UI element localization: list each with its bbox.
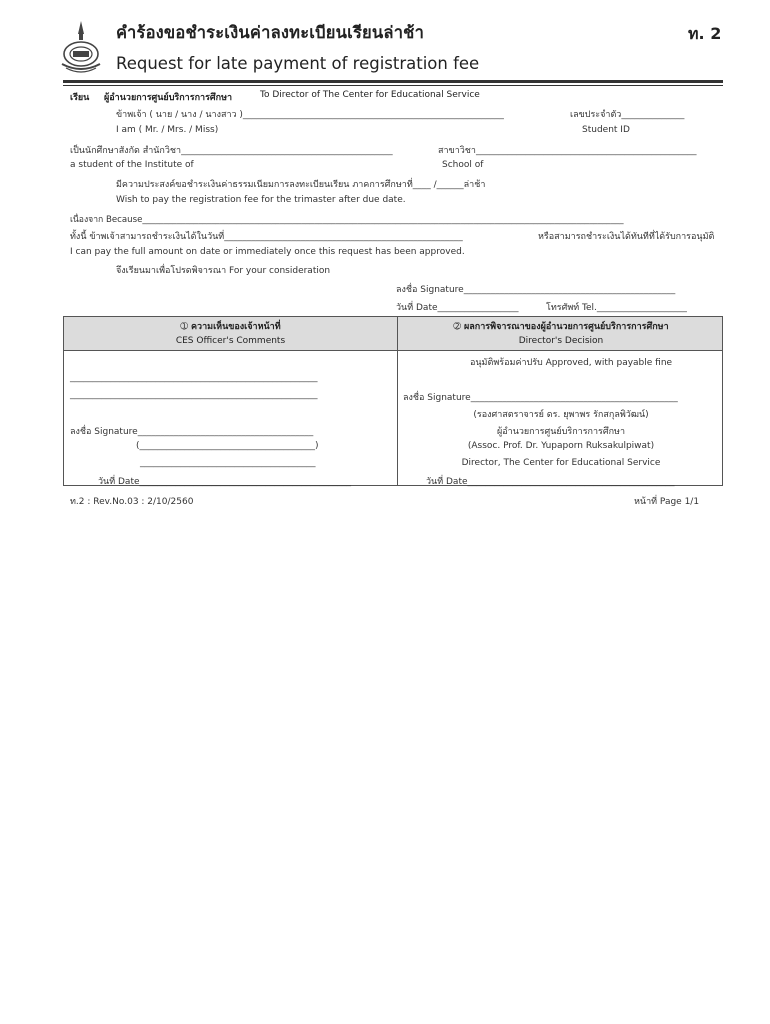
revision-number: ท.2 : Rev.No.03 : 2/10/2560	[70, 497, 194, 507]
officer-name-field[interactable]: (_______________________________________)	[136, 441, 319, 451]
form-title-thai: คำร้องขอชำระเงินค่าลงทะเบียนเรียนล่าช้า	[116, 23, 425, 42]
director-signature-field[interactable]: ลงชื่อ Signature______________________________________________	[403, 393, 678, 403]
form-title-english: Request for late payment of registration fee	[116, 54, 480, 73]
consideration-text: จึงเรียนมาเพื่อโปรดพิจารณา For your consideration	[116, 266, 331, 276]
salutation-to-english: To Director of The Center for Educational Service	[260, 90, 480, 100]
wish-text-english: Wish to pay the registration fee for the trimaster after due date.	[116, 195, 406, 205]
institute-field[interactable]: เป็นนักศึกษาสังกัด สำนักวิชา_______________________________________________	[70, 146, 393, 156]
officer-signature-field[interactable]: ลงชื่อ Signature_______________________________________	[70, 427, 314, 437]
applicant-tel-field[interactable]: โทรศัพท์ Tel.____________________	[546, 303, 687, 313]
payment-date-field[interactable]: ทั้งนี้ ข้าพเจ้าสามารถชำระเงินได้ในวันที่_____________________________________________________	[70, 232, 463, 242]
director-name-english: (Assoc. Prof. Dr. Yupaporn Ruksakulpiwat)	[467, 441, 655, 451]
officer-comments-heading-english: CES Officer's Comments	[175, 336, 286, 346]
major-field[interactable]: สาขาวิชา_________________________________________________	[438, 146, 697, 156]
officer-comment-line-1[interactable]: _______________________________________________________	[70, 373, 318, 383]
trimester-field[interactable]: มีความประสงค์ขอชำระเงินค่าธรรมเนียมการลงทะเบียนเรียน ภาคการศึกษาที่____ /______ล่าช้า	[116, 180, 486, 190]
applicant-date-field[interactable]: วันที่ Date__________________	[396, 303, 519, 313]
student-id-label-english: Student ID	[582, 125, 630, 135]
name-field[interactable]: ข้าพเจ้า ( นาย / นาง / นางสาว )__________________________________________________________	[116, 110, 504, 120]
director-position-thai: ผู้อำนวยการศูนย์บริการการศึกษา	[496, 427, 626, 437]
payment-immediate-text: หรือสามารถชำระเงินได้ทันทีที่ได้รับการอนุมัติ	[538, 232, 715, 242]
salutation-to-thai: ผู้อำนวยการศูนย์บริการการศึกษา	[104, 93, 233, 103]
approval-table	[63, 316, 723, 486]
institute-label-english: a student of the Institute of	[70, 160, 194, 170]
officer-comments-heading-thai: ➀ ความเห็นของเจ้าหน้าที่	[180, 322, 281, 332]
director-decision-heading-thai: ➁ ผลการพิจารณาของผู้อำนวยการศูนย์บริการการศึกษา	[453, 322, 669, 332]
header-divider-thick	[63, 80, 723, 83]
form-code: ท. 2	[688, 24, 722, 43]
approved-with-fine-text: อนุมัติพร้อมค่าปรับ Approved, with payable fine	[470, 358, 673, 368]
university-seal-icon	[58, 18, 104, 76]
student-id-field[interactable]: เลขประจำตัว______________	[570, 110, 685, 120]
payment-text-english: I can pay the full amount on date or immediately once this request has been approved.	[70, 247, 465, 257]
director-position-english: Director, The Center for Educational Service	[461, 458, 661, 468]
salutation-label: เรียน	[70, 93, 90, 103]
officer-date-field[interactable]: วันที่ Date_______________________________________________	[98, 477, 352, 487]
applicant-signature-field[interactable]: ลงชื่อ Signature_______________________________________________	[396, 285, 676, 295]
officer-comment-line-2[interactable]: _______________________________________________________	[70, 390, 318, 400]
reason-field[interactable]: เนื่องจาก Because________________________________________________________________________________________________________________	[70, 215, 624, 225]
director-decision-heading-english: Director's Decision	[518, 336, 604, 346]
header-divider-thin	[63, 85, 723, 86]
name-label-english: I am ( Mr. / Mrs. / Miss)	[116, 125, 219, 135]
page-number: หน้าที่ Page 1/1	[634, 497, 700, 507]
officer-position-field[interactable]: _______________________________________	[140, 458, 316, 468]
school-label-english: School of	[442, 160, 484, 170]
director-name-thai: (รองศาสตราจารย์ ดร. ยุพาพร รักสกุลพิวัฒน์)	[473, 410, 649, 420]
director-date-field[interactable]: วันที่ Date______________________________________________	[426, 477, 675, 487]
